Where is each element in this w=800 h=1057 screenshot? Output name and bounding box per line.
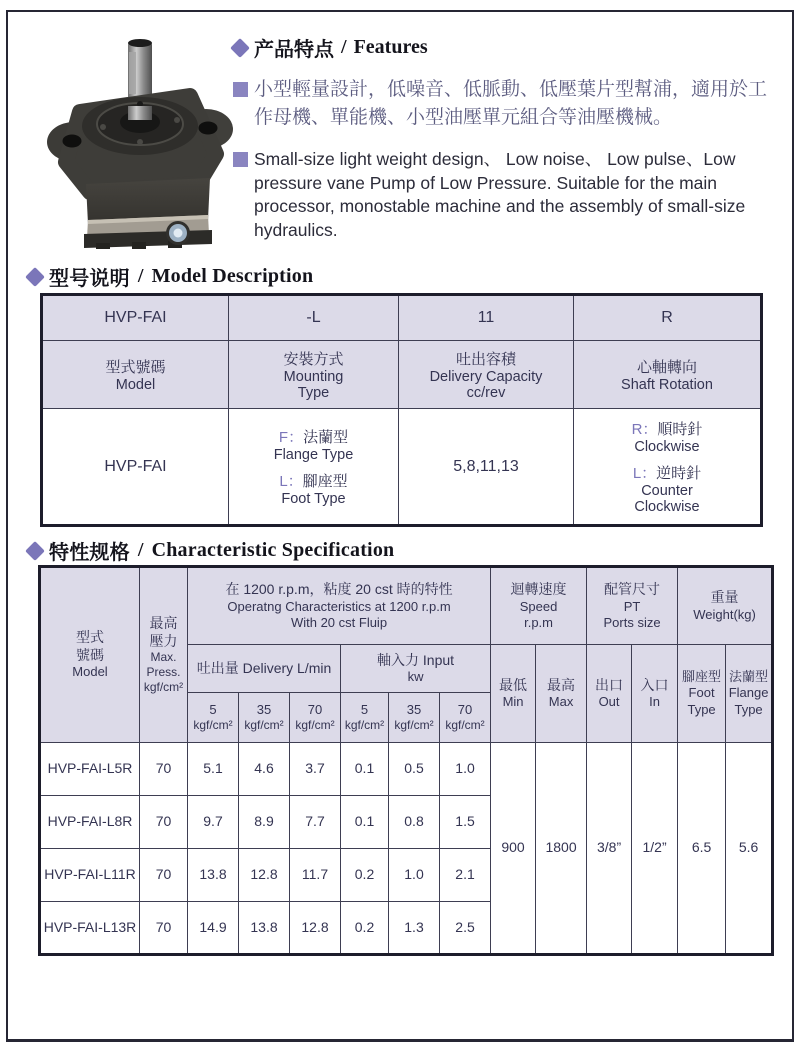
cell-model: HVP-FAI-L8R <box>40 796 140 849</box>
cell-port-in: 1/2” <box>632 743 678 955</box>
cell-speed-min: 900 <box>491 743 536 955</box>
mounting-hole-left <box>63 135 82 148</box>
cell-d70: 7.7 <box>290 796 341 849</box>
cell-d35: 13.8 <box>239 902 290 955</box>
feature-text-en: Small-size light weight design、 Low noise、 Low pulse、Low pressure vane Pump of Low Pressure. Suitable for the main processor, monostable machine and the assembly of small-size hydraulics. <box>254 149 746 240</box>
code-mounting: -L <box>229 295 399 341</box>
square-bullet-icon <box>233 152 248 167</box>
features-section <box>233 33 778 242</box>
rotation-option-ccw: L：逆時針 Counter Clockwise <box>632 465 702 515</box>
cell-press: 70 <box>140 902 188 955</box>
feature-text-zh: 小型輕量設計，低噪音、低脈動、低壓葉片型幫浦，適用於工作母機、單能機、小型油壓單元組合等油壓機械。 <box>254 79 768 128</box>
cell-d70: 12.8 <box>290 902 341 955</box>
diamond-icon <box>25 267 45 287</box>
value-rotation <box>574 409 762 526</box>
cell-d35: 12.8 <box>239 849 290 902</box>
spec-header-flange: 法蘭型 Flange Type <box>726 645 773 743</box>
code-capacity: 11 <box>399 295 574 341</box>
features-title-en: Features <box>353 36 428 58</box>
cell-d5: 5.1 <box>188 743 239 796</box>
spec-header-weight: 重量 Weight(kg) <box>678 567 773 645</box>
cell-press: 70 <box>140 849 188 902</box>
spec-subheader-i70: 70 kgf/cm² <box>440 693 491 743</box>
spec-header-speed: 迴轉速度 Speed r.p.m <box>491 567 587 645</box>
spec-header-max: 最高 Max <box>536 645 587 743</box>
cell-model: HVP-FAI-L5R <box>40 743 140 796</box>
cell-i5: 0.2 <box>341 902 389 955</box>
cell-model: HVP-FAI-L11R <box>40 849 140 902</box>
cell-weight-flange: 5.6 <box>726 743 773 955</box>
spec-header-delivery: 吐出量 Delivery L/min <box>188 645 341 693</box>
model-description-table <box>40 293 763 527</box>
model-value-row <box>42 409 762 526</box>
cell-press: 70 <box>140 743 188 796</box>
header-model: 型式號碼 Model <box>42 341 229 409</box>
cell-port-out: 3/8” <box>587 743 632 955</box>
cell-d5: 14.9 <box>188 902 239 955</box>
model-header-row <box>42 341 762 409</box>
cell-i5: 0.1 <box>341 796 389 849</box>
cell-i70: 2.5 <box>440 902 491 955</box>
code-rotation: R <box>574 295 762 341</box>
cell-model: HVP-FAI-L13R <box>40 902 140 955</box>
header-rotation: 心軸轉向 Shaft Rotation <box>574 341 762 409</box>
diamond-icon <box>25 541 45 561</box>
cell-i35: 1.0 <box>389 849 440 902</box>
spec-header-out: 出口 Out <box>587 645 632 743</box>
cell-weight-foot: 6.5 <box>678 743 726 955</box>
mounting-option-foot: L：腳座型 Foot Type <box>279 473 348 507</box>
spec-subheader-d5: 5 kgf/cm² <box>188 693 239 743</box>
spec-subheader-d35: 35 kgf/cm² <box>239 693 290 743</box>
header-mounting: 安裝方式 Mounting Type <box>229 341 399 409</box>
cell-d70: 3.7 <box>290 743 341 796</box>
spec-header-min: 最低 Min <box>491 645 536 743</box>
cell-d5: 9.7 <box>188 796 239 849</box>
square-bullet-icon <box>233 82 248 97</box>
cell-i70: 2.1 <box>440 849 491 902</box>
spec-header-ports: 配管尺寸 PT Ports size <box>587 567 678 645</box>
mounting-option-flange: F：法蘭型 Flange Type <box>273 429 354 463</box>
spec-header-max-pressure: 最高 壓力 Max. Press. kgf/cm² <box>140 567 188 743</box>
product-photo <box>40 32 240 250</box>
spec-header-foot: 腳座型 Foot Type <box>678 645 726 743</box>
model-code-row <box>42 295 762 341</box>
features-title: 产品特点 / Features <box>233 33 778 62</box>
cell-i5: 0.2 <box>341 849 389 902</box>
spec-row-l5r <box>40 743 773 796</box>
cell-d35: 8.9 <box>239 796 290 849</box>
cell-d35: 4.6 <box>239 743 290 796</box>
features-title-zh: 产品特点 <box>254 39 334 61</box>
spec-header-operating: 在 1200 r.p.m，粘度 20 cst 時的特性 Operatng Characteristics at 1200 r.p.m With 20 cst Fluip <box>188 567 491 645</box>
cell-d70: 11.7 <box>290 849 341 902</box>
cell-i70: 1.0 <box>440 743 491 796</box>
feature-bullet-en <box>233 146 778 242</box>
mounting-hole-right <box>199 122 218 135</box>
cell-speed-max: 1800 <box>536 743 587 955</box>
specification-title: 特性规格 / Characteristic Specification <box>28 536 394 565</box>
spec-subheader-i35: 35 kgf/cm² <box>389 693 440 743</box>
value-mounting <box>229 409 399 526</box>
spec-subheader-i5: 5 kgf/cm² <box>341 693 389 743</box>
cell-i35: 0.5 <box>389 743 440 796</box>
header-capacity: 吐出容積 Delivery Capacity cc/rev <box>399 341 574 409</box>
specification-table <box>38 565 774 956</box>
cell-press: 70 <box>140 796 188 849</box>
cell-i70: 1.5 <box>440 796 491 849</box>
rotation-option-cw: R：順時針 Clockwise <box>631 421 703 455</box>
diamond-icon <box>230 38 250 58</box>
value-capacity: 5,8,11,13 <box>399 409 574 526</box>
code-model: HVP-FAI <box>42 295 229 341</box>
feature-bullet-zh <box>233 76 778 132</box>
spec-header-model: 型式 號碼 Model <box>40 567 140 743</box>
spec-header-input: 軸入力 Input kw <box>341 645 491 693</box>
cell-i35: 0.8 <box>389 796 440 849</box>
spec-header-row-1 <box>40 567 773 645</box>
spec-header-in: 入口 In <box>632 645 678 743</box>
model-description-title: 型号说明 / Model Description <box>28 262 313 291</box>
value-model: HVP-FAI <box>42 409 229 526</box>
cell-d5: 13.8 <box>188 849 239 902</box>
cell-i35: 1.3 <box>389 902 440 955</box>
vane-pump-illustration <box>40 32 240 250</box>
spec-subheader-d70: 70 kgf/cm² <box>290 693 341 743</box>
cell-i5: 0.1 <box>341 743 389 796</box>
